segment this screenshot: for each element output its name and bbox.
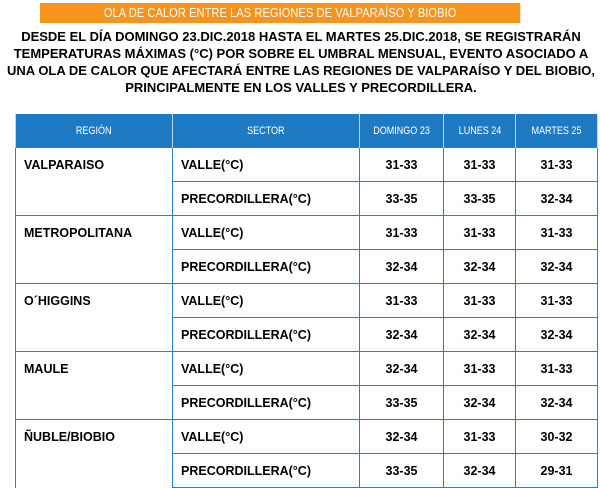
sector-cell: PRECORDILLERA(°C) — [173, 250, 360, 284]
sector-cell: VALLE(°C) — [173, 420, 360, 454]
tuesday-cell: 31-33 — [516, 284, 598, 318]
table-row — [16, 386, 598, 420]
monday-cell: 31-33 — [444, 352, 516, 386]
monday-cell: 31-33 — [444, 420, 516, 454]
region-cell — [16, 318, 173, 352]
sector-cell: PRECORDILLERA(°C) — [173, 182, 360, 216]
monday-cell: 31-33 — [444, 216, 516, 250]
sunday-cell: 32-34 — [360, 250, 444, 284]
region-cell: O´HIGGINS — [16, 284, 173, 318]
tuesday-cell: 32-34 — [516, 250, 598, 284]
page-title: OLA DE CALOR ENTRE LAS REGIONES DE VALPARAÍSO Y BIOBIO — [103, 5, 457, 20]
monday-cell: 32-34 — [444, 386, 516, 420]
sector-cell: VALLE(°C) — [173, 148, 360, 182]
sunday-cell: 33-35 — [360, 182, 444, 216]
table-header-row — [16, 114, 598, 148]
table-row — [16, 420, 598, 454]
sunday-cell: 31-33 — [360, 284, 444, 318]
monday-cell: 32-34 — [444, 318, 516, 352]
sector-cell: VALLE(°C) — [173, 216, 360, 250]
sector-cell: VALLE(°C) — [173, 284, 360, 318]
table-row — [16, 352, 598, 386]
monday-cell: 31-33 — [444, 284, 516, 318]
tuesday-cell: 32-34 — [516, 182, 598, 216]
table-row — [16, 148, 598, 182]
region-cell: MAULE — [16, 352, 173, 386]
region-cell: ÑUBLE/BIOBIO — [16, 420, 173, 454]
tuesday-cell: 31-33 — [516, 352, 598, 386]
monday-cell: 32-34 — [444, 454, 516, 488]
region-cell — [16, 454, 173, 488]
table-row — [16, 182, 598, 216]
temperature-table — [15, 114, 598, 488]
column-header-sunday: DOMINGO 23 — [360, 114, 444, 148]
sunday-cell: 32-34 — [360, 318, 444, 352]
sunday-cell: 33-35 — [360, 454, 444, 488]
tuesday-cell: 32-34 — [516, 386, 598, 420]
tuesday-cell: 30-32 — [516, 420, 598, 454]
region-cell: METROPOLITANA — [16, 216, 173, 250]
region-cell — [16, 386, 173, 420]
title-banner — [40, 3, 520, 23]
sector-cell: PRECORDILLERA(°C) — [173, 454, 360, 488]
monday-cell: 31-33 — [444, 148, 516, 182]
column-header-sector: SECTOR — [173, 114, 360, 148]
sector-cell: PRECORDILLERA(°C) — [173, 386, 360, 420]
sunday-cell: 33-35 — [360, 386, 444, 420]
monday-cell: 33-35 — [444, 182, 516, 216]
tuesday-cell: 31-33 — [516, 148, 598, 182]
region-cell — [16, 182, 173, 216]
sunday-cell: 31-33 — [360, 148, 444, 182]
tuesday-cell: 29-31 — [516, 454, 598, 488]
sector-cell: VALLE(°C) — [173, 352, 360, 386]
tuesday-cell: 32-34 — [516, 318, 598, 352]
tuesday-cell: 31-33 — [516, 216, 598, 250]
monday-cell: 32-34 — [444, 250, 516, 284]
column-header-region: REGIÓN — [16, 114, 173, 148]
table-row — [16, 250, 598, 284]
sunday-cell: 32-34 — [360, 420, 444, 454]
table-row — [16, 284, 598, 318]
column-header-tuesday: MARTES 25 — [516, 114, 598, 148]
table-row — [16, 318, 598, 352]
intro-text: DESDE EL DÍA DOMINGO 23.DIC.2018 HASTA EL MARTES 25.DIC.2018, SE REGISTRARÁN TEMPERATURAS MÁXIMAS (°C) POR SOBRE EL UMBRAL MENSUAL, EVENTO ASOCIADO A UNA OLA DE CALOR QUE AFECTARÁ ENTRE LAS REGIONES DE VALPARAÍSO Y DEL BIOBIO, PRINCIPALMENTE EN LOS VALLES Y PRECORDILLERA. — [7, 29, 595, 95]
region-cell — [16, 250, 173, 284]
sunday-cell: 32-34 — [360, 352, 444, 386]
region-cell: VALPARAISO — [16, 148, 173, 182]
sunday-cell: 31-33 — [360, 216, 444, 250]
table-row — [16, 454, 598, 488]
column-header-monday: LUNES 24 — [444, 114, 516, 148]
table-row — [16, 216, 598, 250]
sector-cell: PRECORDILLERA(°C) — [173, 318, 360, 352]
